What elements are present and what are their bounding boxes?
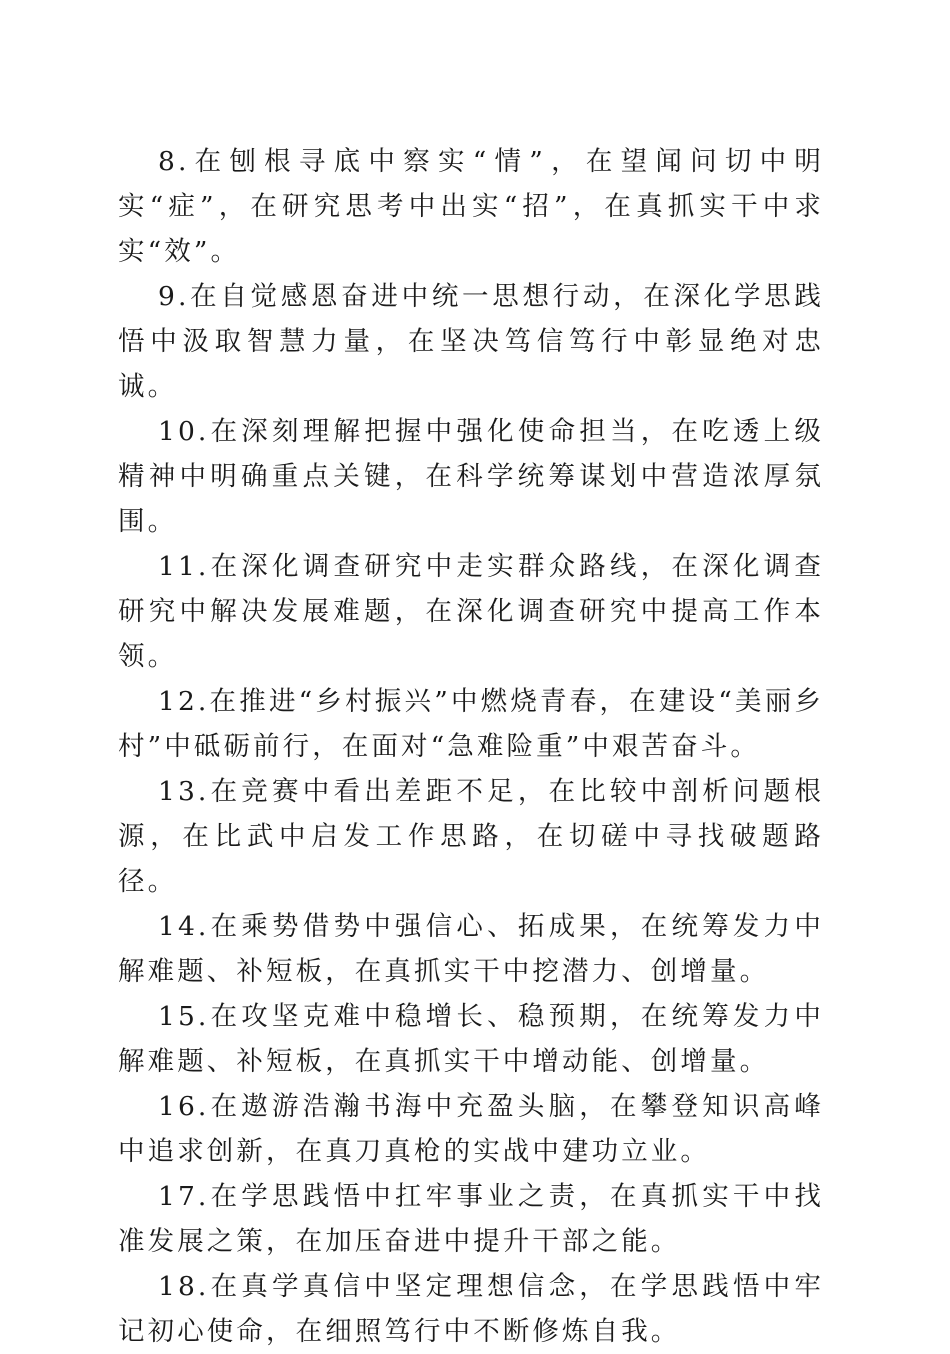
paragraph-9: 9.在自觉感恩奋进中统一思想行动，在深化学思践悟中汲取智慧力量，在坚决笃信笃行中彰显绝对忠诚。 [118, 281, 824, 402]
paragraph-15: 15.在攻坚克难中稳增长、稳预期，在统筹发力中解难题、补短板，在真抓实干中增动能、创增量。 [118, 1001, 824, 1077]
paragraph-16: 16.在遨游浩瀚书海中充盈头脑，在攀登知识高峰中追求创新，在真刀真枪的实战中建功立业。 [118, 1091, 824, 1167]
paragraph-17: 17.在学思践悟中扛牢事业之责，在真抓实干中找准发展之策，在加压奋进中提升干部之能。 [118, 1181, 824, 1257]
paragraph-18: 18.在真学真信中坚定理想信念，在学思践悟中牢记初心使命，在细照笃行中不断修炼自我。 [118, 1271, 824, 1347]
paragraph-14: 14.在乘势借势中强信心、拓成果，在统筹发力中解难题、补短板，在真抓实干中挖潜力、创增量。 [118, 911, 824, 987]
paragraph-8: 8.在刨根寻底中察实“情”，在望闻问切中明实“症”，在研究思考中出实“招”，在真抓实干中求实“效”。 [118, 146, 824, 267]
paragraph-13: 13.在竞赛中看出差距不足，在比较中剖析问题根源，在比武中启发工作思路，在切磋中寻找破题路径。 [118, 776, 824, 897]
paragraph-12: 12.在推进“乡村振兴”中燃烧青春，在建设“美丽乡村”中砥砺前行，在面对“急难险重”中艰苦奋斗。 [118, 686, 824, 762]
document-body [118, 139, 824, 1354]
paragraph-10: 10.在深刻理解把握中强化使命担当，在吃透上级精神中明确重点关键，在科学统筹谋划中营造浓厚氛围。 [118, 416, 824, 537]
paragraph-11: 11.在深化调查研究中走实群众路线，在深化调查研究中解决发展难题，在深化调查研究中提高工作本领。 [118, 551, 824, 672]
